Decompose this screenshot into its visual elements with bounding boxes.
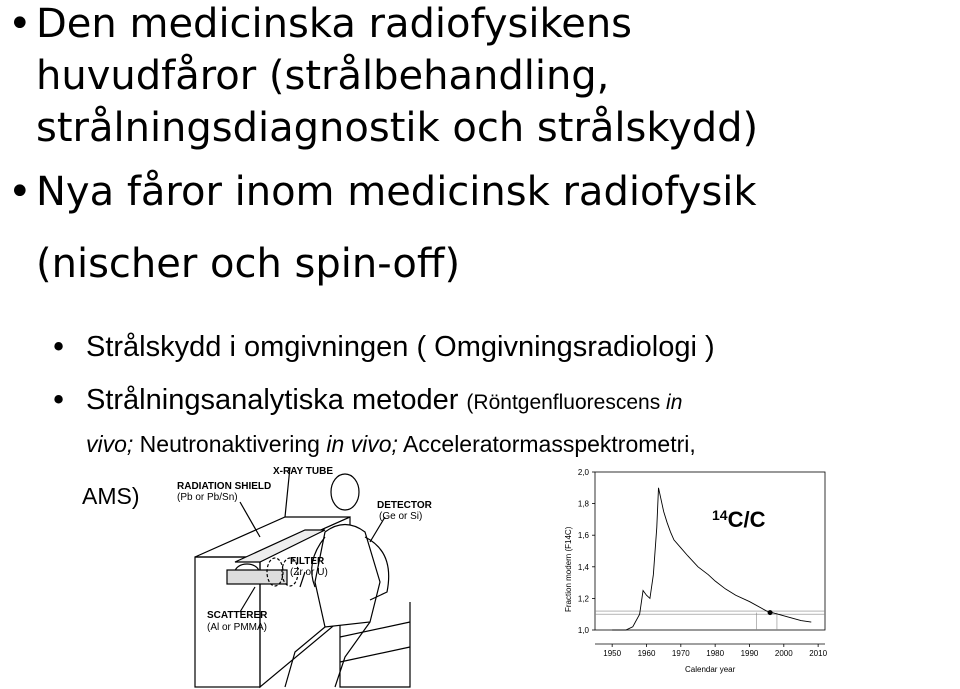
data-marker: [768, 610, 773, 615]
chart-title: [712, 507, 766, 532]
y-tick-label: 1,4: [577, 562, 589, 572]
bullet-2-line-1: Nya fåror inom medicinsk radiofysik: [36, 169, 757, 215]
sub-bullet-2-line-3: AMS): [82, 483, 140, 509]
x-tick-label: 1950: [603, 649, 622, 658]
bullet-1-line-3: strålningsdiagnostik och strålskydd): [36, 105, 759, 151]
x-axis-label: Calendar year: [685, 665, 736, 674]
shield-label: RADIATION SHIELD: [177, 481, 272, 492]
vivo-text: vivo;: [86, 431, 134, 457]
chart-title-rest: C/C: [727, 507, 766, 532]
y-tick-label: 1,8: [577, 499, 589, 509]
sub-bullet-2-paren: (Röntgenfluorescens: [466, 391, 667, 414]
neutron-text: Neutronaktivering: [133, 431, 327, 457]
xrf-apparatus-diagram: [165, 462, 450, 689]
bullet-dot: •: [8, 169, 32, 215]
shield-material-label: (Pb or Pb/Sn): [177, 492, 238, 503]
plot-frame: [595, 472, 825, 630]
bullet-1-line-1: Den medicinska radiofysikens: [36, 1, 633, 47]
x-tick-label: 1980: [706, 649, 725, 658]
bomb-pulse-chart: [555, 462, 835, 687]
invivo-text: in vivo;: [326, 431, 398, 457]
scatterer-material-label: (Al or PMMA): [207, 622, 267, 633]
ams-text: Acceleratormasspektrometri,: [397, 431, 696, 457]
bullet-dot: •: [8, 1, 32, 47]
sub-bullet-2-line-2: [86, 424, 696, 464]
filter-material-label: (Zr or U): [290, 567, 328, 578]
x-tick-label: 1990: [740, 649, 759, 658]
x-tick-label: 1970: [671, 649, 690, 658]
sub-bullet-2: [86, 380, 682, 423]
filter-label: FILTER: [290, 556, 325, 567]
bullet-2-line-2: (nischer och spin-off): [36, 241, 461, 287]
xray-tube-label: X-RAY TUBE: [273, 466, 334, 477]
sub-bullet-dot: •: [50, 330, 68, 364]
y-tick-label: 1,6: [577, 531, 589, 541]
sub-bullet-dot: •: [50, 383, 68, 417]
x-tick-label: 2000: [774, 649, 793, 658]
scatterer-label: SCATTERER: [207, 610, 268, 621]
detector-material-label: (Ge or Si): [379, 511, 423, 522]
chart-title-sup: 14: [712, 507, 728, 523]
y-tick-label: 1,0: [577, 626, 589, 635]
sub-bullet-1: Strålskydd i omgivningen ( Omgivningsradiologi ): [86, 331, 715, 363]
sub-bullet-2-main: Strålningsanalytiska metoder: [86, 384, 459, 416]
x-tick-label: 2010: [809, 649, 828, 658]
bullet-1-line-2: huvudfåror (strålbehandling,: [36, 53, 610, 99]
y-tick-label: 1,2: [577, 594, 589, 604]
y-tick-label: 2,0: [577, 468, 589, 477]
x-tick-label: 1960: [637, 649, 656, 658]
detector-label: DETECTOR: [377, 500, 432, 511]
sub-bullet-2-in: in: [666, 391, 683, 414]
y-axis-label: Fraction modern (F14C): [564, 526, 573, 612]
